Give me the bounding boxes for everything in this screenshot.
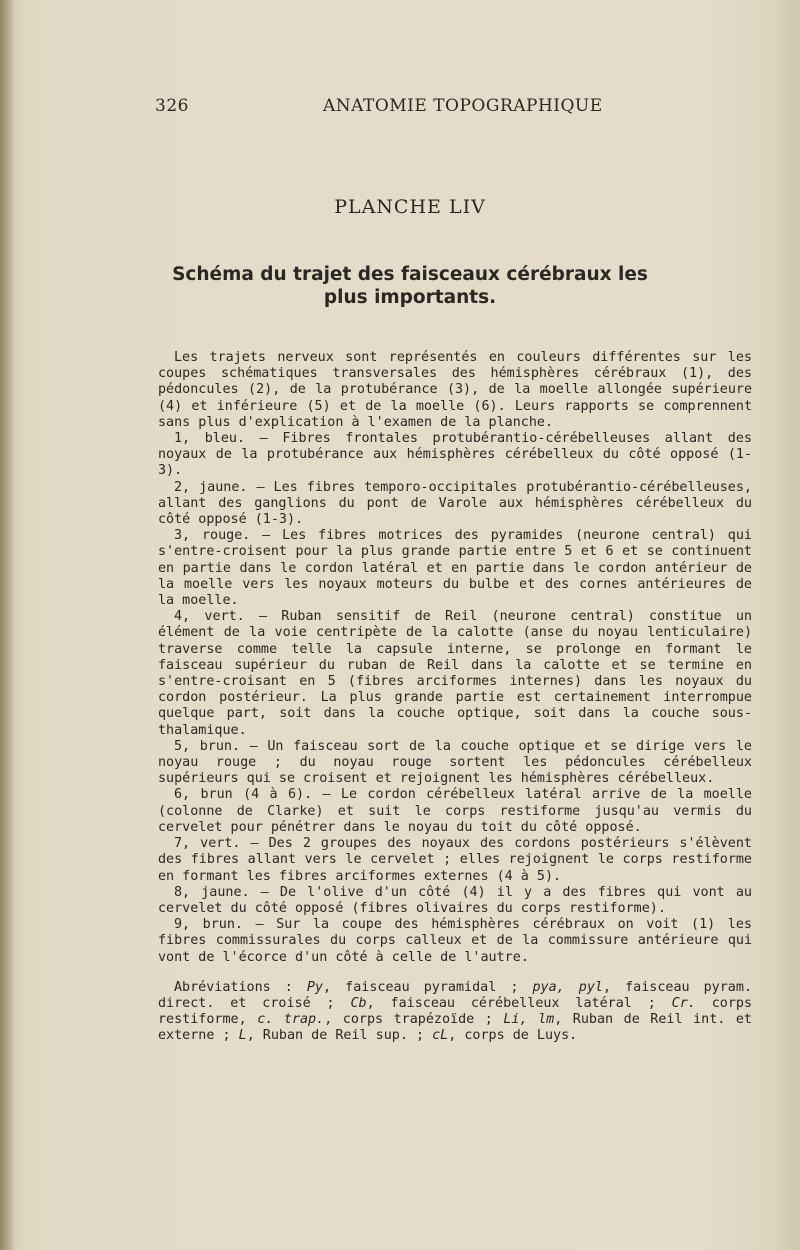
abbreviation-text: , corps de Luys. xyxy=(448,1028,578,1044)
abbreviation-text: , corps trapézoïde ; xyxy=(324,1012,504,1028)
abbreviation-text: , faisceau pyramidal ; xyxy=(323,979,533,995)
page-number: 326 xyxy=(155,96,189,116)
abbreviation-term: Cr. xyxy=(671,995,696,1011)
paragraph-item-4: 4, vert. — Ruban sensitif de Reil (neurone central) constitue un élément de la voie centripète de la calotte (anse du noyau lenticulaire) traverse comme telle la capsule interne, se prolonge en formant le faisceau supérieur du ruban de Reil dans la calotte et se termine en s'entre-croisant en 5 (fibres arciformes internes) dans les noyaux du cordon postérieur. La plus grande partie est certainement interrompue quelque part, soit dans la couche optique, soit dans la couche sous-thalamique. xyxy=(158,609,752,738)
abbreviation-term: Li, lm xyxy=(503,1012,555,1028)
running-head xyxy=(155,96,625,120)
body-text xyxy=(158,350,752,1045)
paragraph-item-6: 6, brun (4 à 6). — Le cordon cérébelleux latéral arrive de la moelle (colonne de Clarke) et suit le corps restiforme jusqu'au vermis du cervelet pour pénétrer dans le noyau du toit du côté opposé. xyxy=(158,787,752,835)
abbreviation-text: , Ruban de Reil sup. ; xyxy=(246,1028,433,1044)
plate-label: PLANCHE LIV xyxy=(334,196,486,218)
page-binding xyxy=(0,0,14,1250)
abbreviation-term: Cb xyxy=(350,995,367,1011)
paragraph-item-1: 1, bleu. — Fibres frontales protubérantio-cérébelleuses allant des noyaux de la protubérance aux hémisphères cérébelleux du côté opposé (1-3). xyxy=(158,431,752,479)
page-title: Schéma du trajet des faisceaux cérébraux les plus importants. xyxy=(172,264,648,308)
abbreviation-text: , faisceau cérébelleux latéral ; xyxy=(366,995,672,1011)
paragraph-intro: Les trajets nerveux sont représentés en couleurs différentes sur les coupes schématiques transversales des hémisphères cérébraux (1), des pédoncules (2), de la protubérance (3), de la moelle allongée supérieure (4) et inférieure (5) et de la moelle (6). Leurs rapports se comprennent sans plus d'explication à l'examen de la planche. xyxy=(158,350,752,430)
paragraph-item-9: 9, brun. — Sur la coupe des hémisphères cérébraux on voit (1) les fibres commissurales du corps calleux et de la commissure antérieure qui vont de l'écorce d'un côté à celle de l'autre. xyxy=(158,917,752,965)
abbreviation-text: corps restiforme, xyxy=(158,995,753,1028)
paragraph-item-2: 2, jaune. — Les fibres temporo-occipitales protubérantio-cérébelleuses, allant des ganglions du pont de Varole aux hémisphères cérébelleux du côté opposé (1-3). xyxy=(158,479,752,528)
paragraph-item-7: 7, vert. — Des 2 groupes des noyaux des cordons postérieurs s'élèvent des fibres allant vers le cervelet ; elles rejoignent le corps restiforme en formant les fibres arciformes externes (4 à 5). xyxy=(158,836,752,884)
abbreviation-text: Abréviations : xyxy=(174,979,307,995)
abbreviations-paragraph xyxy=(158,980,752,1045)
abbreviation-term: Py xyxy=(306,979,324,995)
abbreviation-text: , faisceau pyram. direct. et croisé ; xyxy=(158,979,752,1011)
running-title: ANATOMIE TOPOGRAPHIQUE xyxy=(323,96,603,116)
paragraph-item-5: 5, brun. — Un faisceau sort de la couche optique et se dirige vers le noyau rouge ; du noyau rouge sortent les pédoncules cérébelleux supérieurs qui se croisent et rejoignent les hémisphères cérébelleux. xyxy=(158,738,752,787)
abbreviation-term: cL xyxy=(432,1028,449,1044)
abbreviation-term: c. trap. xyxy=(257,1012,325,1028)
abbreviation-text: , Ruban de Reil int. et externe ; xyxy=(158,1012,752,1044)
abbreviation-term: pya, pyl xyxy=(532,979,603,995)
abbreviation-term: L xyxy=(238,1028,247,1044)
paragraph-item-3: 3, rouge. — Les fibres motrices des pyramides (neurone central) qui s'entre-croisent pour la plus grande partie entre 5 et 6 et se continuent en partie dans le cordon latéral et en partie dans le cordon antérieur de la moelle vers les noyaux moteurs du bulbe et des cornes antérieures de la moelle. xyxy=(158,528,752,609)
paragraph-item-8: 8, jaune. — De l'olive d'un côté (4) il y a des fibres qui vont au cervelet du côté opposé (fibres olivaires du corps restiforme). xyxy=(158,884,752,916)
